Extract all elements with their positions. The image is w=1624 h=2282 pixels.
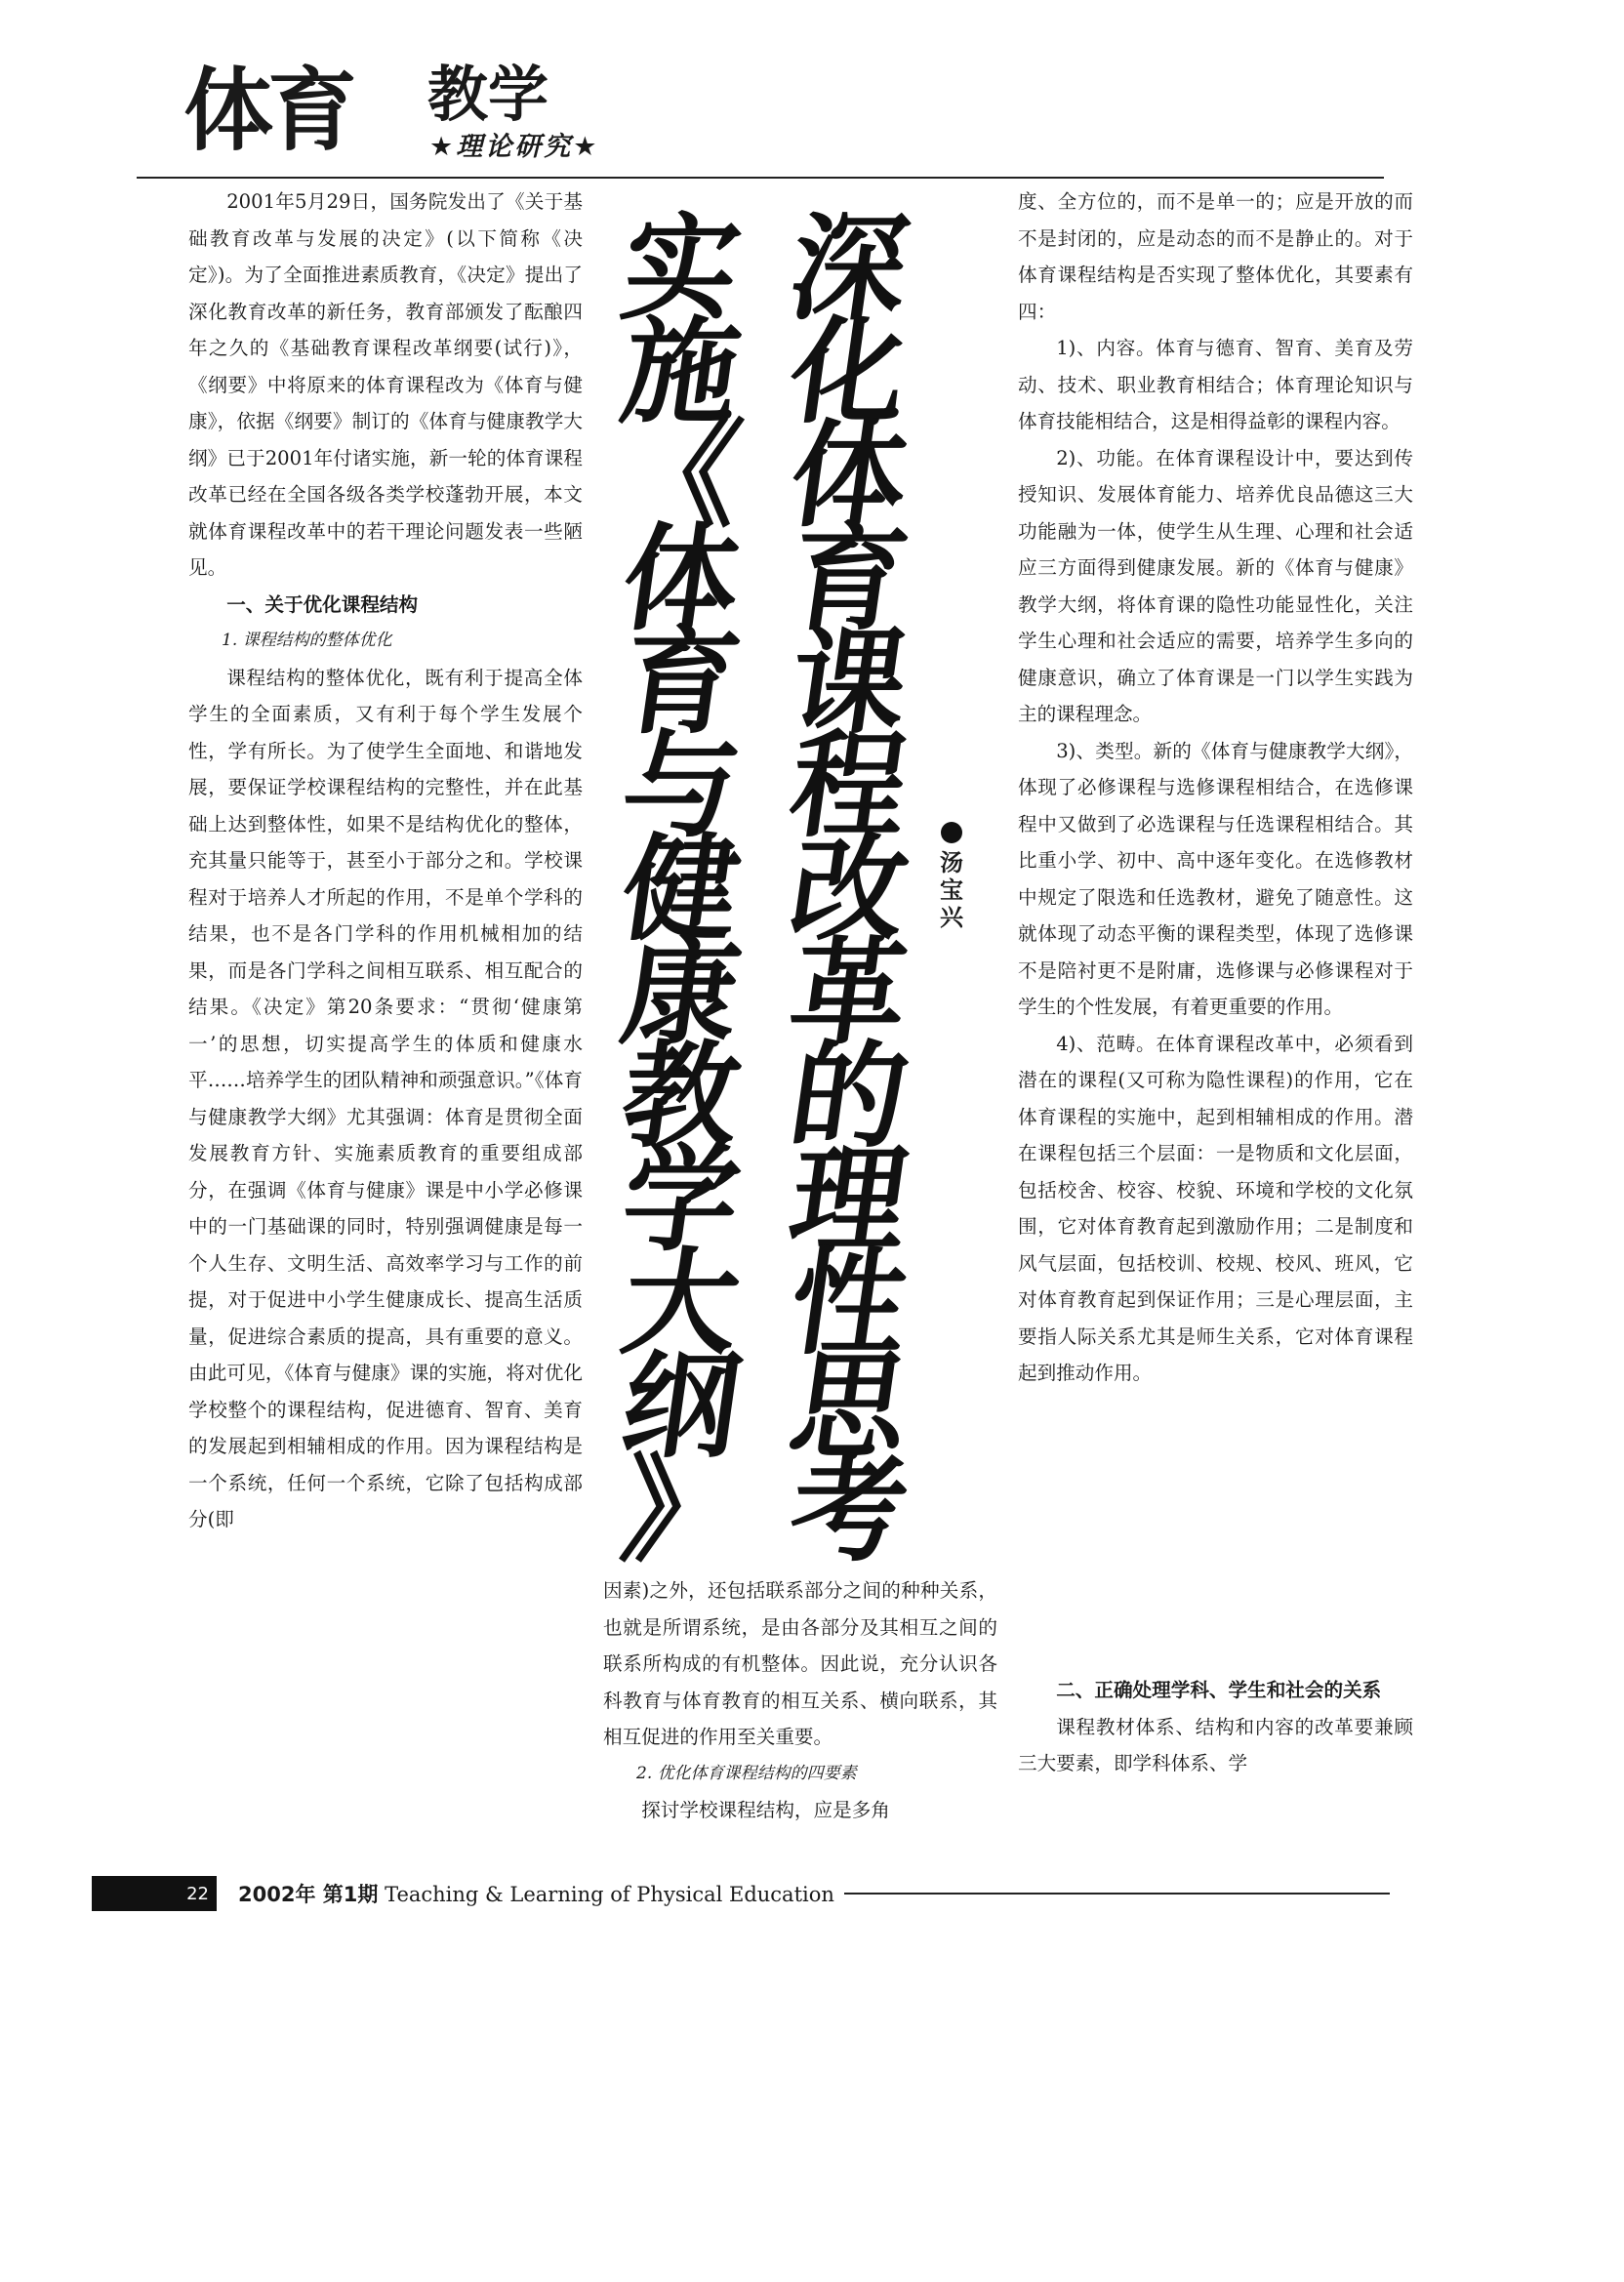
title-character: 育: [614, 614, 749, 750]
title-character: 实: [614, 200, 749, 336]
title-character: 理: [782, 1131, 916, 1267]
paragraph: 度、全方位的，而不是单一的；应是开放的而不是封闭的，应是动态的而不是静止的。对于体育课程结构是否实现了整体优化，其要素有四：: [1018, 190, 1413, 323]
article-title-line-2: [613, 200, 750, 1577]
article-title-line-1: [781, 200, 917, 1577]
title-character: 与: [614, 717, 749, 853]
title-character: 《: [614, 407, 749, 543]
journal-logo: 体育: [183, 58, 352, 163]
body-column-3-lower: [1018, 1672, 1413, 1782]
title-character: 课: [782, 614, 916, 750]
title-character: 大: [614, 1235, 749, 1370]
title-character: 学: [614, 1131, 749, 1267]
body-column-3: [1018, 183, 1413, 1392]
paragraph: 探讨学校课程结构，应是多角: [641, 1799, 890, 1821]
title-character: 纲: [614, 1338, 749, 1474]
masthead-divider: [137, 177, 1384, 179]
paragraph: 课程结构的整体优化，既有利于提高全体学生的全面素质，又有利于每个学生发展个性，学有所长。为了使学生全面地、和谐地发展，要保证学校课程结构的完整性，并在此基础上达到整体性，如果不是结构优化的整体，充其量只能等于，甚至小于部分之和。学校课程对于培养人才所起的作用，不是单个学科的结果，也不是各门学科的作用机械相加的结果，而是各门学科之间相互联系、相互配合的结果。《决定》第20条要求：“贯彻‘健康第一’的思想，切实提高学生的体质和健康水平……培养学生的团队精神和顽强意识。”《体育与健康教学大纲》尤其强调：体育是贯彻全面发展教育方针、实施素质教育的重要组成部分，在强调《体育与健康》课是中小学必修课中的一门基础课的同时，特别强调健康是每一个人生存、文明生活、高效率学习与工作的前提，对于促进中小学生健康成长、提高生活质量，促进综合素质的提高，具有重要的意义。由此可见，《体育与健康》课的实施，将对优化学校整个的课程结构，促进德育、智育、美育的发展起到相辅相成的作用。因为课程结构是一个系统，任何一个系统，它除了包括构成部分(即: [188, 666, 583, 1530]
title-character: 化: [782, 304, 916, 439]
paragraph: 课程教材体系、结构和内容的改革要兼顾三大要素，即学科体系、学: [1018, 1715, 1413, 1774]
journal-english-name: Teaching & Learning of Physical Education: [385, 1883, 834, 1906]
paragraph: 2. 优化体育课程结构的四要素: [636, 1763, 857, 1783]
journal-logo-sub: 教学: [427, 59, 549, 130]
body-column-2: [603, 1572, 997, 1829]
title-character: 体: [614, 510, 749, 646]
body-column-1: [188, 183, 583, 1538]
paragraph: 2)、功能。在体育课程设计中，要达到传授知识、发展体育能力、培养优良品德这三大功能融为一体，使学生从生理、心理和社会适应三方面得到健康发展。新的《体育与健康》教学大纲，将体育课的隐性功能显性化，关注学生心理和社会适应的需要，培养学生多向的健康意识，确立了体育课是一门以学生实践为主的课程理念。: [1018, 446, 1413, 725]
title-character: 深: [782, 200, 916, 336]
masthead: [183, 57, 691, 164]
paragraph: 3)、类型。新的《体育与健康教学大纲》，体现了必修课程与选修课程相结合，在选修课程中又做到了必选课程与任选课程相结合。其比重小学、初中、高中逐年变化。在选修教材中规定了限选和任选教材，避免了随意性。这就体现了动态平衡的课程类型，体现了选修课不是陪衬更不是附庸，选修课与必修课程对于学生的个性发展，有着更重要的作用。: [1018, 739, 1413, 1018]
section-tagline: ★理论研究★: [429, 132, 600, 162]
paragraph: 1)、内容。体育与德育、智育、美育及劳动、技术、职业教育相结合；体育理论知识与体育技能相结合，这是相得益彰的课程内容。: [1018, 337, 1413, 432]
paragraph: 4)、范畴。在体育课程改革中，必须看到潜在的课程(又可称为隐性课程)的作用，它在体育课程的实施中，起到相辅相成的作用。潜在课程包括三个层面：一是物质和文化层面，包括校舍、校容、校貌、环境和学校的文化氛围，它对体育教育起到激励作用；二是制度和风气层面，包括校训、校规、校风、班风，它对体育教育起到保证作用；三是心理层面，主要指人际关系尤其是师生关系，它对体育课程起到推动作用。: [1018, 1032, 1413, 1384]
paragraph: 1. 课程结构的整体优化: [222, 631, 392, 650]
title-character: 考: [782, 1442, 916, 1577]
page-number: 22: [92, 1876, 217, 1911]
paragraph: 一、关于优化课程结构: [226, 592, 419, 616]
title-character: 体: [782, 407, 916, 543]
title-character: 革: [782, 924, 916, 1060]
title-character: 教: [614, 1028, 749, 1163]
issue-label: 2002年 第1期: [238, 1883, 379, 1906]
title-character: 施: [614, 304, 749, 439]
title-character: 的: [782, 1028, 916, 1163]
title-character: 改: [782, 821, 916, 957]
title-character: 健: [614, 821, 749, 957]
title-character: 性: [782, 1235, 916, 1370]
title-character: 》: [614, 1442, 749, 1577]
paragraph: 二、正确处理学科、学生和社会的关系: [1056, 1679, 1382, 1701]
title-character: 思: [782, 1338, 916, 1474]
page-footer: [92, 1876, 1390, 1911]
bullet-dot-icon: [941, 822, 962, 843]
footer-issue: [238, 1879, 834, 1908]
footer-divider: [844, 1893, 1390, 1895]
author-name: 汤 宝 兴: [940, 848, 963, 931]
author-byline: [932, 822, 971, 931]
title-character: 程: [782, 717, 916, 853]
title-character: 育: [782, 510, 916, 646]
title-character: 康: [614, 924, 749, 1060]
paragraph: 因素)之外，还包括联系部分之间的种种关系，也就是所谓系统，是由各部分及其相互之间的联系所构成的有机整体。因此说，充分认识各科教育与体育教育的相互关系、横向联系，其相互促进的作用至关重要。: [603, 1579, 997, 1748]
paragraph: 2001年5月29日，国务院发出了《关于基础教育改革与发展的决定》(以下简称《决定》)。为了全面推进素质教育，《决定》提出了深化教育改革的新任务，教育部颁发了酝酿四年之久的《基础教育课程改革纲要(试行)》，《纲要》中将原来的体育课程改为《体育与健康》，依据《纲要》制订的《体育与健康教学大纲》已于2001年付诸实施，新一轮的体育课程改革已经在全国各级各类学校蓬勃开展，本文就体育课程改革中的若干理论问题发表一些陋见。: [188, 190, 583, 579]
